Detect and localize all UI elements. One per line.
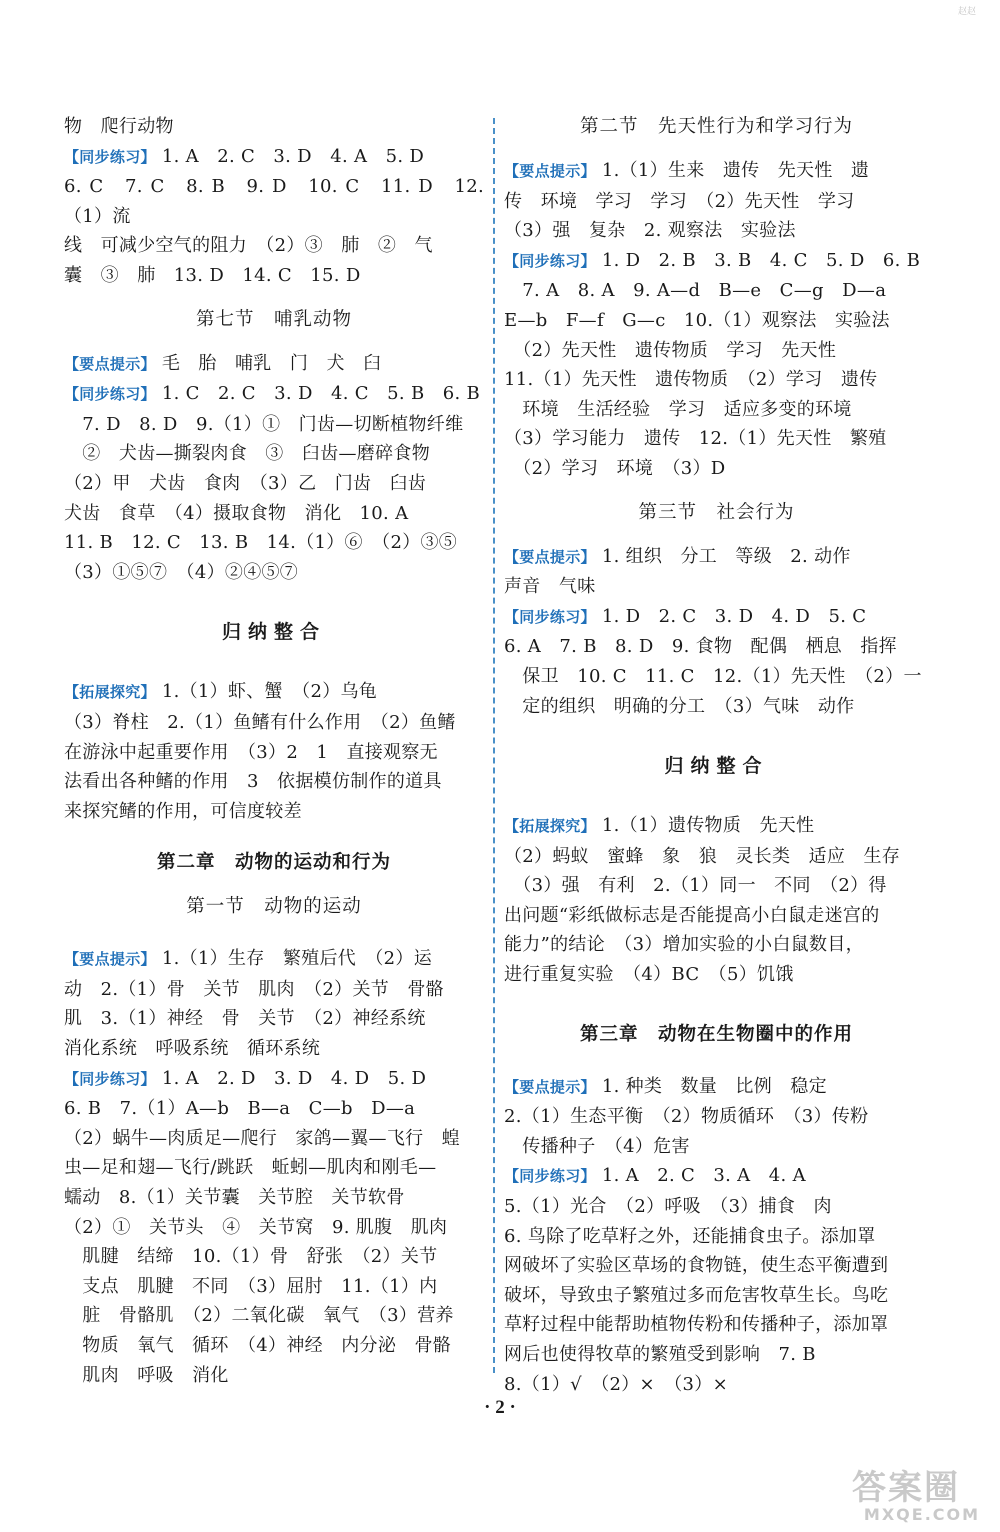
label-tag: 【同步练习】 <box>64 385 156 404</box>
answer-line <box>504 662 929 692</box>
section-title: 第一节 动物的运动 <box>186 896 362 918</box>
answer-line <box>64 469 484 499</box>
answer-text: 1.（1）遗传物质 先天性 <box>601 815 815 837</box>
column-divider <box>493 118 495 1373</box>
answer-text: 虫—足和翅—飞行/跳跃 蚯蚓—肌肉和刚毛— <box>64 1157 437 1179</box>
answer-line <box>504 454 929 484</box>
answer-text: 1. D 2. C 3. D 4. D 5. C <box>601 605 867 627</box>
spacer <box>64 587 484 617</box>
spacer <box>64 335 484 349</box>
answer-line <box>504 901 929 931</box>
answer-text: 网后也使得牧草的繁殖受到影响 7. B <box>504 1344 816 1365</box>
answer-text: 1. C 2. C 3. D 4. C 5. B 6. B <box>161 383 481 405</box>
label-tag: 【同步练习】 <box>504 251 596 270</box>
answer-text: （3）强 有利 2.（1）同一 不同 （2）得 <box>504 875 887 897</box>
label-tag: 【同步练习】 <box>64 1069 156 1088</box>
answer-text: 1. D 2. B 3. B 4. C 5. D 6. B <box>601 249 921 271</box>
answer-line <box>64 1124 484 1154</box>
answer-text: （2）蜗牛—肉质足—爬行 家鸽—翼—飞行 蝗 <box>64 1127 461 1149</box>
answer-line <box>504 692 929 722</box>
answer-line <box>504 1102 929 1132</box>
left-column <box>64 112 484 1390</box>
answer-line <box>64 1301 484 1331</box>
label-tag: 【同步练习】 <box>64 147 156 166</box>
answer-line <box>64 349 484 380</box>
label-tag: 【拓展探究】 <box>504 817 596 836</box>
answer-text: 肌 3.（1）神经 骨 关节 （2）神经系统 <box>64 1008 426 1030</box>
answer-line <box>64 1004 484 1034</box>
watermark-url: MXQE.COM <box>863 1505 981 1524</box>
answer-line <box>64 975 484 1005</box>
label-tag: 【要点提示】 <box>504 1077 596 1096</box>
answer-line <box>504 632 929 662</box>
answer-text: （2）① 关节头 ④ 关节窝 9. 肌腹 肌肉 <box>64 1216 448 1238</box>
answer-line <box>504 811 929 842</box>
section-title: 第三节 社会行为 <box>638 501 795 523</box>
answer-text: 1.（1）生来 遗传 先天性 遗 <box>601 160 870 181</box>
answer-text: 1. A 2. D 3. D 4. D 5. D <box>161 1067 427 1089</box>
spacer <box>504 142 929 156</box>
label-tag: 【拓展探究】 <box>64 683 156 702</box>
answer-text: 保卫 10. C 11. C 12.（1）先天性 （2）一 <box>504 665 922 687</box>
section-title: 第七节 哺乳动物 <box>195 308 352 330</box>
answer-text: 肌肉 呼吸 消化 <box>64 1364 229 1386</box>
answer-text: 犬齿 食草 （4）摄取食物 消化 10. A <box>64 502 409 524</box>
answer-text: 声音 气味 <box>504 576 596 598</box>
answer-text: E—b F—f G—c 10.（1）观察法 实验法 <box>504 309 890 331</box>
answer-line <box>64 1064 484 1095</box>
summary-title: 归纳整合 <box>664 755 769 778</box>
answer-line <box>504 572 929 602</box>
spacer <box>504 721 929 751</box>
answer-line <box>64 1183 484 1213</box>
answer-line <box>504 930 929 960</box>
answer-text: 网破坏了实验区草场的食物链，使生态平衡遭到 <box>504 1255 889 1277</box>
answer-line <box>64 767 484 797</box>
answer-text: （3）强 复杂 2. 观察法 实验法 <box>504 220 796 242</box>
answer-line <box>64 379 484 410</box>
answer-text: 线 可减少空气的阻力 （2）③ 肺 ② 气 <box>64 235 433 257</box>
spacer <box>64 647 484 677</box>
answer-line <box>64 439 484 469</box>
answer-line <box>64 797 484 827</box>
page-number: · 2 · <box>484 1397 516 1418</box>
answer-line <box>504 1340 929 1370</box>
answer-text: 来探究鳍的作用，可信度较差 <box>64 800 302 822</box>
spacer <box>504 528 929 542</box>
answer-text: 2.（1）生态平衡 （2）物质循环 （3）传粉 <box>504 1106 869 1128</box>
answer-text: 蠕动 8.（1）关节囊 关节腔 关节软骨 <box>64 1187 405 1209</box>
answer-line <box>64 528 484 558</box>
answer-line <box>504 395 929 425</box>
label-tag: 【同步练习】 <box>504 1167 596 1186</box>
answer-text: 环境 生活经验 学习 适应多变的环境 <box>504 398 852 420</box>
answer-line <box>64 1331 484 1361</box>
answer-text: 在游泳中起重要作用 （3）2 1 直接观察无 <box>64 741 438 763</box>
answer-line <box>504 1192 929 1222</box>
answer-line <box>504 842 929 872</box>
answer-text: 6. B 7.（1）A—b B—a C—b D—a <box>64 1098 416 1120</box>
answer-line <box>64 261 484 291</box>
answer-line <box>64 944 484 975</box>
answer-line <box>64 1242 484 1272</box>
answer-text: 毛 胎 哺乳 门 犬 臼 <box>161 352 382 374</box>
answer-text: 6. 鸟除了吃草籽之外，还能捕食虫子。添加罩 <box>504 1225 876 1247</box>
answer-text: 传 环境 学习 学习 （2）先天性 学习 <box>504 190 855 212</box>
answer-text: 7. A 8. A 9. A—d B—e C—g D—a <box>504 280 887 302</box>
answer-line <box>64 112 484 142</box>
answer-line <box>504 1310 929 1340</box>
spacer <box>64 826 484 848</box>
answer-text: 出问题“彩纸做标志是否能提高小白鼠走迷宫的 <box>504 904 880 926</box>
answer-text: 5.（1）光合 （2）呼吸 （3）捕食 肉 <box>504 1196 832 1218</box>
answer-text: （2）学习 环境 （3）D <box>504 457 726 479</box>
label-tag: 【要点提示】 <box>64 354 156 373</box>
spacer <box>504 990 929 1020</box>
answer-line <box>504 1132 929 1162</box>
label-tag: 【要点提示】 <box>504 162 596 180</box>
answer-line <box>64 1213 484 1243</box>
answer-line <box>504 1222 929 1252</box>
answer-line <box>504 246 929 277</box>
answer-text: （2）甲 犬齿 食肉 （3）乙 门齿 臼齿 <box>64 472 427 494</box>
spacer <box>64 922 484 944</box>
answer-line <box>64 738 484 768</box>
answer-text: 消化系统 呼吸系统 循环系统 <box>64 1038 321 1060</box>
answer-text: 进行重复实验 （4）BC （5）饥饿 <box>504 964 794 986</box>
answer-text: 1. 种类 数量 比例 稳定 <box>601 1075 827 1097</box>
answer-text: 物质 氧气 循环 （4）神经 内分泌 骨骼 <box>64 1335 452 1356</box>
watermark-text: 答案圈 <box>852 1468 960 1508</box>
answer-text: 囊 ③ 肺 13. D 14. C 15. D <box>64 264 361 286</box>
answer-line <box>504 216 929 246</box>
answer-text: 定的组织 明确的分工 （3）气味 动作 <box>504 695 855 717</box>
answer-line <box>504 1370 929 1400</box>
answer-line <box>64 1094 484 1124</box>
spacer <box>504 1050 929 1072</box>
label-tag: 【要点提示】 <box>504 547 596 566</box>
answer-line <box>64 1361 484 1391</box>
label-tag: 【要点提示】 <box>64 950 156 969</box>
spacer <box>504 781 929 811</box>
answer-line <box>64 708 484 738</box>
answer-text: 1. A 2. C 3. A 4. A <box>601 1165 806 1187</box>
answer-line <box>504 336 929 366</box>
answer-line <box>64 231 484 261</box>
answer-line <box>64 499 484 529</box>
answer-text: 能力”的结论 （3）增加实验的小白鼠数目， <box>504 934 864 956</box>
answer-text: 6. A 7. B 8. D 9. 食物 配偶 栖息 指挥 <box>504 636 897 658</box>
answer-line <box>64 1272 484 1302</box>
answer-line <box>504 871 929 901</box>
summary-title: 归纳整合 <box>221 621 326 644</box>
answer-text: 6. C 7. C 8. B 9. D 10. C 11. D 12.（1）流 <box>64 176 484 227</box>
label-tag: 【同步练习】 <box>504 607 596 626</box>
answer-text: ② 犬齿—撕裂肉食 ③ 臼齿—磨碎食物 <box>64 443 430 465</box>
corner-mark: 赵赵 <box>958 7 977 17</box>
answer-line <box>64 1153 484 1183</box>
answer-text: 脏 骨骼肌 （2）二氧化碳 氧气 （3）营养 <box>64 1305 454 1327</box>
answer-text: 草籽过程中能帮助植物传粉和传播种子，添加罩 <box>504 1314 889 1336</box>
answer-text: 破坏，导致虫子繁殖过多而危害牧草生长。鸟吃 <box>504 1284 889 1306</box>
answer-text: （2）先天性 遗传物质 学习 先天性 <box>504 339 837 361</box>
answer-line <box>504 424 929 454</box>
answer-line <box>64 142 484 173</box>
answer-line <box>504 1281 929 1311</box>
spacer <box>64 291 484 305</box>
answer-line <box>504 542 929 573</box>
chapter-title: 第二章 动物的运动和行为 <box>156 852 391 874</box>
answer-text: 1.（1）虾、蟹 （2）乌龟 <box>161 681 378 703</box>
answer-text: 7. D 8. D 9.（1）① 门齿—切断植物纤维 <box>64 413 464 435</box>
answer-line <box>504 306 929 336</box>
answer-line <box>64 558 484 588</box>
answer-line <box>504 602 929 633</box>
answer-line <box>64 410 484 440</box>
answer-line <box>504 1161 929 1192</box>
answer-line <box>64 677 484 708</box>
answer-line <box>504 1072 929 1103</box>
answer-text: （3）①⑤⑦ （4）②④⑤⑦ <box>64 561 299 583</box>
answer-text: 传播种子 （4）危害 <box>504 1135 690 1157</box>
answer-line <box>504 365 929 395</box>
right-column <box>504 112 929 1399</box>
answer-text: 动 2.（1）骨 关节 肌肉 （2）关节 骨骼 <box>64 978 444 1000</box>
answer-text: 1.（1）生存 繁殖后代 （2）运 <box>161 948 432 970</box>
spacer <box>504 484 929 498</box>
answer-text: 肌腱 结缔 10.（1）骨 舒张 （2）关节 <box>64 1246 438 1268</box>
answer-text: （2）蚂蚁 蜜蜂 象 狼 灵长类 适应 生存 <box>504 845 901 867</box>
answer-line <box>504 187 929 217</box>
chapter-title: 第三章 动物在生物圈中的作用 <box>579 1023 853 1045</box>
answer-text: 11.（1）先天性 遗传物质 （2）学习 遗传 <box>504 369 878 391</box>
answer-text: 物 爬行动物 <box>64 116 174 137</box>
watermark-logo <box>852 1470 992 1528</box>
answer-text: （3）脊柱 2.（1）鱼鳍有什么作用 （2）鱼鳍 <box>64 711 456 733</box>
answer-text: （3）学习能力 遗传 12.（1）先天性 繁殖 <box>504 428 887 450</box>
answer-line <box>504 156 929 187</box>
answer-text: 11. B 12. C 13. B 14.（1）⑥ （2）③⑤ <box>64 532 458 554</box>
answer-line <box>504 276 929 306</box>
answer-text: 8.（1）√ （2）× （3）× <box>504 1373 728 1395</box>
answer-line <box>64 1034 484 1064</box>
section-title: 第二节 先天性行为和学习行为 <box>579 116 853 137</box>
answer-text: 1. A 2. C 3. D 4. A 5. D <box>161 145 425 167</box>
answer-text: 1. 组织 分工 等级 2. 动作 <box>601 545 851 567</box>
answer-line <box>504 1251 929 1281</box>
spacer <box>64 878 484 892</box>
answer-text: 法看出各种鳍的作用 3 依据模仿制作的道具 <box>64 771 442 793</box>
answer-text: 支点 肌腱 不同 （3）屈肘 11.（1）内 <box>64 1275 438 1297</box>
answer-line <box>64 172 484 231</box>
answer-line <box>504 960 929 990</box>
